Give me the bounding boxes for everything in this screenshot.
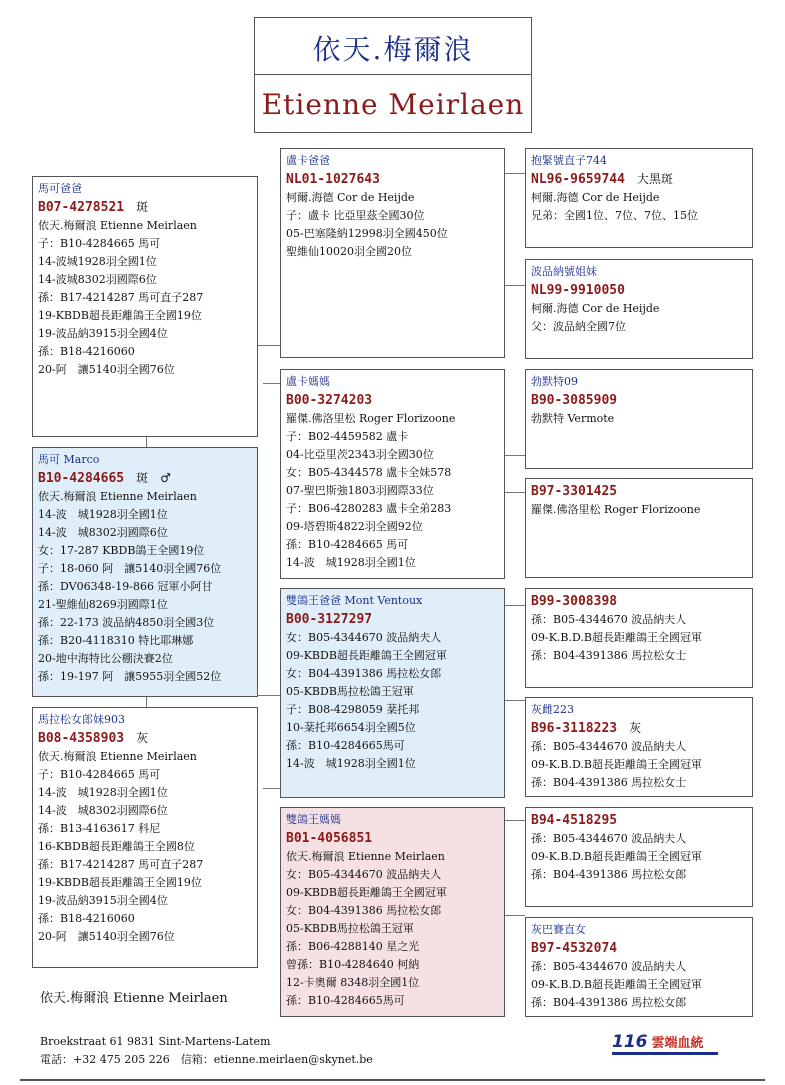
connector — [146, 697, 147, 707]
card-line: 20-地中海特比公棚決賽2位 — [38, 652, 173, 665]
ring-text: B07-4278521 — [38, 200, 125, 215]
card-line: 14-波 城1928羽全國1位 — [38, 508, 168, 521]
title-box — [254, 17, 532, 133]
card-line: 孫：B04-4391386 馬拉松女郎 — [531, 996, 687, 1009]
card-lines — [38, 748, 252, 946]
card-line: 07-聖巴斯強1803羽國際33位 — [286, 484, 434, 497]
card-line: 05-巴塞隆納12998羽全國450位 — [286, 227, 448, 240]
card-line: 14-波 城8302羽國際6位 — [38, 526, 168, 539]
pedigree-card-sire — [32, 176, 258, 437]
connector — [504, 605, 525, 606]
card-line: 孫：B10-4284665 馬可 — [286, 538, 409, 551]
card-line: 09-K.B.D.B超長距離鴿王全國冠軍 — [531, 850, 703, 863]
ring-text: NL96-9659744 — [531, 172, 625, 187]
card-line: 09-塔碧斯4822羽全國92位 — [286, 520, 423, 533]
card-line: 聖維仙10020羽全國20位 — [286, 245, 412, 258]
card-line: 09-KBDB超長距離鴿王全國冠軍 — [286, 886, 447, 899]
card-line: 孫：B13-4163617 科尼 — [38, 822, 161, 835]
pedigree-card-dam-dam — [280, 807, 505, 1017]
card-line: 子：盧卡 比亞里茲全國30位 — [286, 209, 425, 222]
card-line: 女：B05-4344670 波品納夫人 — [286, 868, 442, 881]
card-lines — [38, 217, 252, 379]
pedigree-card-ddd — [525, 917, 753, 1017]
card-line: 女：17-287 KBDB鴿王全國19位 — [38, 544, 205, 557]
card-line: 孫：19-197 阿 讓5955羽全國52位 — [38, 670, 222, 683]
card-line: 孫：B18-4216060 — [38, 912, 135, 925]
card-line: 05-KBDB馬拉松鴿王冠軍 — [286, 685, 414, 698]
card-line: 14-波 城1928羽全國1位 — [286, 556, 416, 569]
card-name: 雙鴿王媽媽 — [286, 813, 341, 826]
card-line: 09-KBDB超長距離鴿王全國冠軍 — [286, 649, 447, 662]
ring-number — [286, 391, 499, 410]
card-line: 孫：B17-4214287 馬可直子287 — [38, 291, 204, 304]
card-name: 灰巴賽直女 — [531, 923, 586, 936]
ring-number — [531, 391, 747, 410]
connector — [504, 173, 525, 174]
card-line: 14-波 城1928羽全國1位 — [286, 757, 416, 770]
card-lines — [286, 848, 499, 1010]
card-line: 子：B02-4459582 盧卡 — [286, 430, 409, 443]
ring-number — [531, 592, 747, 611]
card-line: 羅傑.佛洛里松 Roger Florizoone — [286, 412, 456, 425]
ring-number — [531, 939, 747, 958]
pedigree-card-sire-dam — [280, 369, 505, 579]
card-name: 馬可爸爸 — [38, 182, 82, 195]
card-line: 孫：B04-4391386 馬拉松女士 — [531, 776, 687, 789]
card-line: 09-K.B.D.B超長距離鴿王全國冠軍 — [531, 758, 703, 771]
card-line: 女：B04-4391386 馬拉松女郎 — [286, 667, 442, 680]
connector — [504, 492, 525, 493]
card-line: 女：B05-4344578 盧卡全妹578 — [286, 466, 452, 479]
card-line: 女：B05-4344670 波品納夫人 — [286, 631, 442, 644]
ring-text: B01-4056851 — [286, 831, 373, 846]
pedigree-card-dam-sire — [280, 588, 505, 798]
ring-text: B10-4284665 — [38, 471, 125, 486]
card-name: 抱緊號直子744 — [531, 154, 607, 167]
pedigree-card-sds — [525, 369, 753, 469]
card-lines — [38, 488, 252, 686]
card-line: 21-聖維仙8269羽國際1位 — [38, 598, 168, 611]
title-english: Etienne Meirlaen — [261, 88, 525, 121]
ring-number — [286, 829, 499, 848]
ring-text: NL01-1027643 — [286, 172, 380, 187]
card-line: 14-波城1928羽全國1位 — [38, 255, 157, 268]
ring-number — [38, 469, 252, 488]
ring-text: B97-3301425 — [531, 484, 618, 499]
ring-number — [531, 281, 747, 300]
connector — [258, 345, 280, 346]
card-line: 孫：DV06348-19-866 冠軍小阿甘 — [38, 580, 213, 593]
card-line: 子：B10-4284665 馬可 — [38, 237, 161, 250]
ring-text: B96-3118223 — [531, 721, 618, 736]
ring-text: B08-4358903 — [38, 731, 125, 746]
card-name: 盧卡媽媽 — [286, 375, 330, 388]
card-line: 柯爾.海德 Cor de Heijde — [531, 191, 660, 204]
connector — [504, 915, 525, 916]
card-name: 波品納號姐妹 — [531, 265, 597, 278]
card-line: 依天.梅爾浪 Etienne Meirlaen — [286, 850, 445, 863]
card-line: 依天.梅爾浪 Etienne Meirlaen — [38, 490, 197, 503]
card-name: 勃默特09 — [531, 375, 578, 388]
card-line: 依天.梅爾浪 Etienne Meirlaen — [38, 219, 197, 232]
card-line: 10-棻托邦6654羽全國5位 — [286, 721, 416, 734]
ring-number — [286, 170, 499, 189]
logo-number: 116 — [612, 1032, 648, 1052]
pedigree-card-dsd — [525, 697, 753, 797]
connector — [258, 695, 280, 696]
card-lines — [531, 300, 747, 336]
connector — [263, 788, 280, 789]
title-divider — [255, 74, 531, 75]
card-lines — [286, 410, 499, 572]
card-line: 孫：B05-4344670 波品納夫人 — [531, 613, 687, 626]
footer-address: Broekstraat 61 9831 Sint-Martens-Latem — [40, 1035, 271, 1048]
color-tag: 大黑斑 — [636, 172, 673, 186]
connector — [504, 700, 525, 701]
ring-text: B99-3008398 — [531, 594, 618, 609]
card-line: 子：B08-4298059 棻托邦 — [286, 703, 420, 716]
card-line: 孫：B05-4344670 波品納夫人 — [531, 960, 687, 973]
pedigree-card-dds — [525, 807, 753, 907]
card-name: 灰雌223 — [531, 703, 574, 716]
footer — [40, 1033, 373, 1069]
pedigree-card-sdd — [525, 478, 753, 578]
connector — [504, 455, 525, 456]
pedigree-card-ssd — [525, 259, 753, 359]
card-line: 羅傑.佛洛里松 Roger Florizoone — [531, 503, 701, 516]
card-line: 勃默特 Vermote — [531, 412, 615, 425]
logo-text: 雲端血統 — [651, 1036, 704, 1051]
card-line: 依天.梅爾浪 Etienne Meirlaen — [38, 750, 197, 763]
card-lines — [286, 189, 499, 261]
ring-text: B00-3127297 — [286, 612, 373, 627]
card-line: 曾孫：B10-4284640 柯納 — [286, 958, 420, 971]
color-sex-tag: 斑 ♂ — [136, 471, 171, 485]
card-line: 19-KBDB超長距離鴿王全國19位 — [38, 876, 202, 889]
pedigree-card-dam — [32, 707, 258, 968]
card-line: 孫：B20-4118310 特比耶琳娜 — [38, 634, 194, 647]
card-line: 父：波品納全國7位 — [531, 320, 626, 333]
connector — [504, 285, 525, 286]
card-line: 05-KBDB馬拉松鴿王冠軍 — [286, 922, 414, 935]
logo-underline — [612, 1052, 718, 1055]
ring-number — [531, 170, 747, 189]
card-line: 孫：22-173 波品納4850羽全國3位 — [38, 616, 215, 629]
card-line: 子：B10-4284665 馬可 — [38, 768, 161, 781]
owner-name: 依天.梅爾浪 Etienne Meirlaen — [40, 991, 228, 1006]
card-line: 子：18-060 阿 讓5140羽全國76位 — [38, 562, 222, 575]
color-tag: 灰 — [629, 721, 642, 735]
card-line: 19-波品納3915羽全國4位 — [38, 327, 168, 340]
ring-number — [531, 719, 747, 738]
card-name: 馬可 Marco — [38, 453, 100, 466]
card-lines — [531, 501, 747, 519]
card-line: 19-KBDB超長距離鴿王全國19位 — [38, 309, 202, 322]
card-line: 孫：B04-4391386 馬拉松女士 — [531, 649, 687, 662]
card-line: 20-阿 讓5140羽全國76位 — [38, 930, 175, 943]
card-line: 孫：B18-4216060 — [38, 345, 135, 358]
card-lines — [286, 629, 499, 773]
card-line: 20-阿 讓5140羽全國76位 — [38, 363, 175, 376]
card-line: 孫：B04-4391386 馬拉松女郎 — [531, 868, 687, 881]
card-lines — [531, 738, 747, 792]
ring-text: B94-4518295 — [531, 813, 618, 828]
pedigree-card-sss — [525, 148, 753, 248]
ring-number — [38, 198, 252, 217]
card-line: 孫：B17-4214287 馬可直子287 — [38, 858, 204, 871]
card-line: 兄弟：全國1位、7位、7位、15位 — [531, 209, 698, 222]
card-line: 孫：B10-4284665馬可 — [286, 739, 405, 752]
logo — [612, 1032, 722, 1054]
connector — [263, 383, 280, 384]
card-lines — [531, 830, 747, 884]
card-line: 14-波 城8302羽國際6位 — [38, 804, 168, 817]
footer-contact: 電話：+32 475 205 226 信箱：etienne.meirlaen@skynet.be — [40, 1053, 373, 1066]
card-name: 盧卡爸爸 — [286, 154, 330, 167]
ring-number — [38, 729, 252, 748]
card-line: 16-KBDB超長距離鴿王全國8位 — [38, 840, 195, 853]
card-line: 孫：B05-4344670 波品納夫人 — [531, 740, 687, 753]
color-tag: 灰 — [136, 731, 149, 745]
ring-text: NL99-9910050 — [531, 283, 625, 298]
ring-text: B97-4532074 — [531, 941, 618, 956]
card-line: 孫：B05-4344670 波品納夫人 — [531, 832, 687, 845]
card-line: 孫：B10-4284665馬可 — [286, 994, 405, 1007]
card-line: 14-波 城1928羽全國1位 — [38, 786, 168, 799]
card-line: 14-波城8302羽國際6位 — [38, 273, 157, 286]
card-line: 柯爾.海德 Cor de Heijde — [286, 191, 415, 204]
card-lines — [531, 958, 747, 1012]
ring-number — [286, 610, 499, 629]
card-name: 馬拉松女郎妹903 — [38, 713, 125, 726]
pedigree-card-sire-sire — [280, 148, 505, 358]
ring-text: B90-3085909 — [531, 393, 618, 408]
ring-number — [531, 811, 747, 830]
connector — [146, 437, 147, 447]
card-line: 柯爾.海德 Cor de Heijde — [531, 302, 660, 315]
card-line: 子：B06-4280283 盧卡全弟283 — [286, 502, 452, 515]
bottom-rule — [20, 1079, 765, 1081]
card-line: 女：B04-4391386 馬拉松女郎 — [286, 904, 442, 917]
title-chinese: 依天.梅爾浪 — [312, 33, 474, 66]
card-line: 09-K.B.D.B超長距離鴿王全國冠軍 — [531, 631, 703, 644]
card-line: 孫：B06-4288140 星之光 — [286, 940, 420, 953]
card-lines — [531, 189, 747, 225]
ring-number — [531, 482, 747, 501]
card-line: 09-K.B.D.B超長距離鴿王全國冠軍 — [531, 978, 703, 991]
card-lines — [531, 611, 747, 665]
pedigree-card-subject — [32, 447, 258, 697]
card-line: 19-波品納3915羽全國4位 — [38, 894, 168, 907]
pedigree-card-dss — [525, 588, 753, 688]
connector — [504, 820, 525, 821]
color-tag: 斑 — [136, 200, 149, 214]
card-line: 04-比亞里茨2343羽全國30位 — [286, 448, 434, 461]
card-name: 雙鴿王爸爸 Mont Ventoux — [286, 594, 423, 607]
card-line: 12-卡奧爾 8348羽全國1位 — [286, 976, 420, 989]
ring-text: B00-3274203 — [286, 393, 373, 408]
card-lines — [531, 410, 747, 428]
